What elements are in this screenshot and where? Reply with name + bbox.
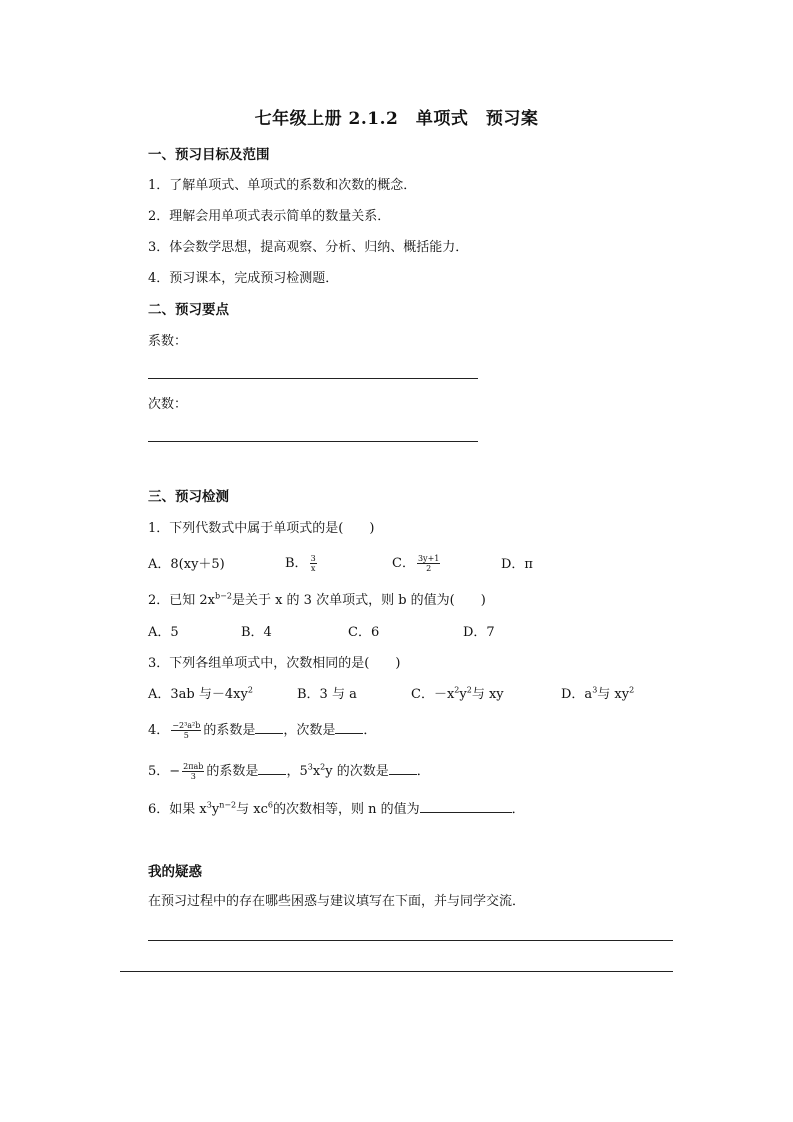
- fraction-3-over-x: [310, 554, 317, 573]
- fraction-numerator: −2³a²b: [172, 721, 201, 730]
- question-3-option-d: [561, 686, 634, 704]
- question-1-option-c: [392, 554, 442, 573]
- q5-end: ．: [416, 764, 430, 779]
- q3c-exponent-1: 2: [454, 685, 460, 695]
- q6-exponent-2: n−2: [219, 800, 237, 810]
- questions-answer-line-1[interactable]: [148, 940, 673, 941]
- q2-text-pre: 2．已知 2x: [148, 593, 216, 608]
- q6-text-mid: 与 xc: [236, 802, 268, 817]
- question-3-option-a: [148, 686, 253, 704]
- option-c-prefix: C．: [392, 556, 415, 571]
- q3c-text-post: 与 xy: [471, 687, 504, 702]
- objective-item-1: 1．了解单项式、单项式的系数和次数的概念．: [148, 178, 417, 193]
- q6-exponent-1: 3: [206, 800, 212, 810]
- question-1-option-a: A．8(xy＋5): [148, 557, 225, 572]
- q6-exponent-3: 6: [267, 800, 273, 810]
- question-6: [148, 800, 525, 819]
- fraction-denominator: 5: [183, 731, 189, 740]
- fraction-denominator: 3: [190, 772, 196, 781]
- q5-number: 5．−: [148, 764, 181, 779]
- q3d-text-mid: 与 xy: [597, 687, 630, 702]
- question-5: [148, 762, 430, 781]
- fraction-denominator: 2: [426, 564, 432, 573]
- question-4: [148, 721, 376, 740]
- questions-instruction: 在预习过程中的存在哪些困惑与建议填写在下面，并与同学交流．: [148, 894, 526, 909]
- question-2-option-c: C．6: [348, 625, 380, 640]
- q6-text-y: y: [211, 802, 220, 817]
- objective-item-4: 4．预习课本，完成预习检测题．: [148, 271, 339, 286]
- q3a-exponent: 2: [247, 685, 253, 695]
- q6-end: ．: [511, 802, 525, 817]
- q2-exponent: b−2: [215, 591, 232, 601]
- question-3-option-b: B．3 与 a: [297, 687, 357, 702]
- q5-text-degree: y 的次数是: [325, 764, 389, 779]
- q2-text-post: 是关于 x 的 3 次单项式，则 b 的值为( ): [231, 593, 486, 608]
- q5-text-coef: 的系数是: [206, 764, 259, 779]
- question-2-option-a: A．5: [148, 625, 179, 640]
- q3a-text: A．3ab 与－4xy: [148, 687, 248, 702]
- question-2-option-d: D．7: [463, 625, 495, 640]
- q6-text-pre: 6．如果 x: [148, 802, 207, 817]
- q4-number: 4．: [148, 723, 170, 738]
- degree-answer-line[interactable]: [148, 441, 478, 442]
- fraction-numerator: 3: [310, 554, 316, 563]
- q3c-exponent-2: 2: [466, 685, 472, 695]
- coefficient-answer-line[interactable]: [148, 378, 478, 379]
- question-1-option-d: D．π: [501, 557, 533, 572]
- option-b-prefix: B．: [285, 556, 308, 571]
- q4-text-degree: ，次数是: [283, 723, 336, 738]
- q3d-exponent-2: 2: [629, 685, 635, 695]
- question-2-stem: [148, 592, 486, 610]
- section2-heading: 二、预习要点: [148, 302, 229, 318]
- fraction-3y-plus-1-over-2: [417, 554, 440, 573]
- section3-heading: 三、预习检测: [148, 489, 229, 505]
- q3d-text-pre: D．a: [561, 687, 593, 702]
- objective-item-3: 3．体会数学思想，提高观察、分析、归纳、概括能力．: [148, 240, 469, 255]
- fraction-denominator: x: [310, 564, 316, 573]
- q3d-exponent-1: 3: [592, 685, 598, 695]
- fraction-numerator: 2πab: [183, 762, 204, 771]
- q5-fraction: [182, 762, 204, 781]
- q4-fraction: [171, 721, 201, 740]
- q3c-text-pre: C．－x: [411, 687, 455, 702]
- q5-exponent-1: 3: [307, 762, 313, 772]
- q4-degree-blank[interactable]: [335, 721, 363, 734]
- section4-heading: 我的疑惑: [148, 864, 202, 880]
- degree-label: 次数：: [148, 397, 188, 412]
- q4-end: ．: [363, 723, 377, 738]
- question-1-option-b: [285, 554, 319, 573]
- q4-text-coef: 的系数是: [203, 723, 256, 738]
- objective-item-2: 2．理解会用单项式表示简单的数量关系．: [148, 209, 391, 224]
- q5-text-expr-pre: ，5: [286, 764, 308, 779]
- coefficient-label: 系数：: [148, 334, 188, 349]
- q5-exponent-2: 2: [320, 762, 326, 772]
- question-2-option-b: B．4: [241, 625, 272, 640]
- questions-answer-line-2[interactable]: [120, 971, 673, 972]
- fraction-numerator: 3y+1: [417, 554, 440, 563]
- q5-coefficient-blank[interactable]: [258, 762, 286, 775]
- question-3-option-c: [411, 686, 504, 704]
- section1-heading: 一、预习目标及范围: [148, 147, 270, 163]
- q4-coefficient-blank[interactable]: [255, 721, 283, 734]
- question-1-stem: 1．下列代数式中属于单项式的是( ): [148, 521, 375, 536]
- page-title: 七年级上册 2.1.2 单项式 预习案: [254, 109, 539, 129]
- q5-degree-blank[interactable]: [389, 762, 417, 775]
- q3c-text-mid: y: [459, 687, 467, 702]
- q6-text-post: 的次数相等，则 n 的值为: [273, 802, 420, 817]
- q6-answer-blank[interactable]: [420, 800, 512, 813]
- q5-text-x: x: [312, 764, 321, 779]
- question-3-stem: 3．下列各组单项式中，次数相同的是( ): [148, 656, 401, 671]
